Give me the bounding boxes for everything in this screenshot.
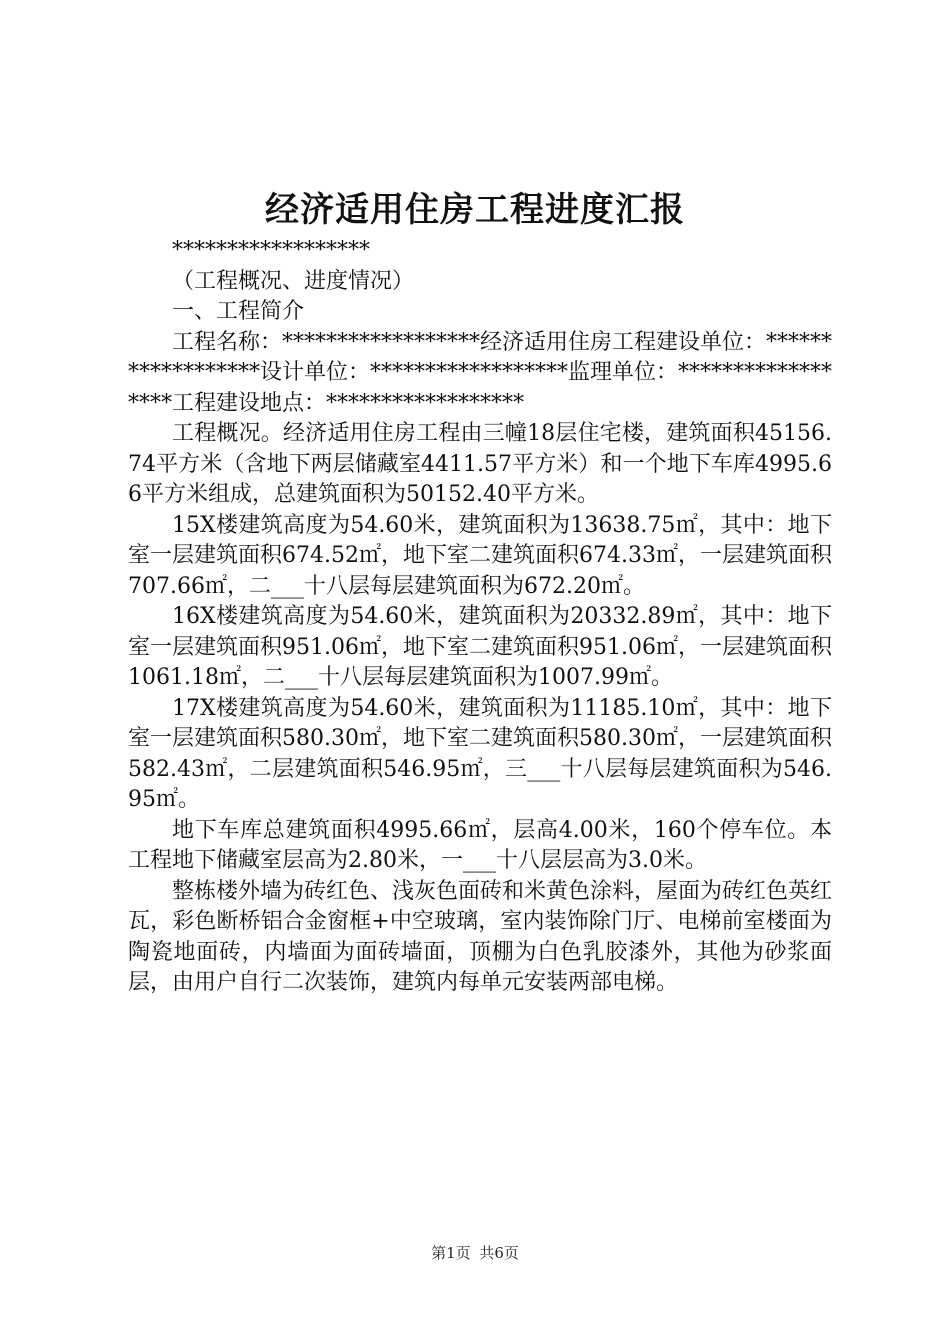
garage-paragraph: 地下车库总建筑面积4995.66㎡，层高4.00米，160个停车位。本工程地下储藏室层高为2.80米，一___十八层层高为3.0米。 <box>128 817 832 873</box>
page-number: 第1页 <box>431 1244 471 1262</box>
building-16x-paragraph: 16X楼建筑高度为54.60米，建筑面积为20332.89㎡，其中：地下室一层建筑面积951.06㎡，地下室二建筑面积951.06㎡，一层建筑面积1061.18㎡，二___十八层每层建筑面积为1007.99㎡。 <box>128 604 832 690</box>
finishes-paragraph: 整栋楼外墙为砖红色、浅灰色面砖和米黄色涂料，屋面为砖红色英红瓦，彩色断桥铝合金窗框+中空玻璃，室内装饰除门厅、电梯前室楼面为陶瓷地面砖，内墙面为面砖墙面，顶棚为白色乳胶漆外，其他为砂浆面层，由用户自行二次装饰，建筑内每单元安装两部电梯。 <box>128 878 833 995</box>
subtitle-line: （工程概况、进度情况） <box>172 268 415 294</box>
page-footer <box>0 1241 950 1265</box>
document-title: 经济适用住房工程进度汇报 <box>265 190 685 230</box>
section-heading: 一、工程简介 <box>172 299 305 324</box>
building-17x-paragraph: 17X楼建筑高度为54.60米，建筑面积为11185.10㎡，其中：地下室一层建筑面积580.30㎡，地下室二建筑面积580.30㎡，一层建筑面积582.43㎡，二层建筑面积546.95㎡，三___十八层每层建筑面积为546.95㎡。 <box>128 695 832 812</box>
document-body <box>128 236 832 999</box>
building-15x-paragraph: 15X楼建筑高度为54.60米，建筑面积为13638.75㎡，其中：地下室一层建筑面积674.52㎡，地下室二建筑面积674.33㎡，一层建筑面积707.66㎡，二___十八层每层建筑面积为672.20㎡。 <box>128 512 832 599</box>
project-info-paragraph: 工程名称：******************经济适用住房工程建设单位：******************设计单位：******************监理单位：******************工程建设地点：****************** <box>128 329 833 416</box>
project-mask-line: ****************** <box>172 238 370 263</box>
overview-paragraph: 工程概况。经济适用住房工程由三幢18层住宅楼，建筑面积45156.74平方米（含地下两层储藏室4411.57平方米）和一个地下车库4995.66平方米组成，总建筑面积为50152.40平方米。 <box>128 421 832 507</box>
page-total: 共6页 <box>479 1244 519 1262</box>
